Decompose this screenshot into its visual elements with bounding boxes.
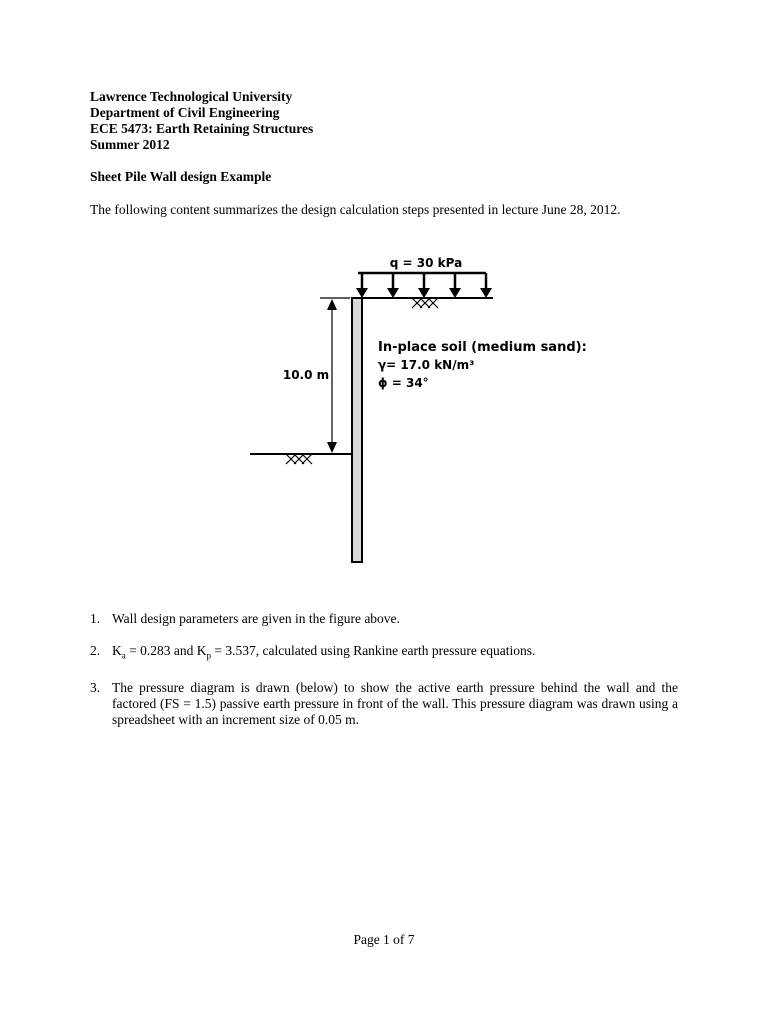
department-name: Department of Civil Engineering — [90, 105, 280, 120]
ka-symbol: K — [112, 643, 122, 658]
step-2 — [90, 643, 678, 664]
term: Summer 2012 — [90, 137, 170, 152]
page-number: Page 1 of 7 — [353, 932, 415, 947]
university-name: Lawrence Technological University — [90, 89, 293, 104]
surcharge-label: q = 30 kPa — [389, 256, 463, 270]
ground-hatch-back — [412, 298, 438, 308]
course-name: ECE 5473: Earth Retaining Structures — [90, 121, 314, 136]
sheet-pile — [352, 298, 362, 562]
kp-subscript: p — [206, 650, 211, 661]
step-text: The pressure diagram is drawn (below) to show the active earth pressure behind the wall and the factored (FS = 1.5) passive earth pressure in front of the wall. This pressure diagram was drawn using a spreadsheet with an increment size of 0.05 m. — [112, 679, 678, 727]
wall-diagram — [240, 250, 587, 570]
ka-value-text: = 0.283 and — [125, 643, 197, 658]
step-text: Wall design parameters are given in the figure above. — [112, 611, 400, 626]
ka-subscript: a — [121, 650, 126, 661]
height-label: 10.0 m — [282, 368, 330, 382]
design-steps — [90, 611, 678, 744]
intro-paragraph: The following content summarizes the design calculation steps presented in lecture June 28, 2012. — [90, 202, 621, 217]
step-number: 2. — [90, 643, 101, 658]
step-number: 3. — [90, 679, 101, 695]
unit-weight: γ= 17.0 kN/m³ — [378, 358, 475, 372]
document-header — [90, 89, 313, 153]
step-number: 1. — [90, 611, 101, 626]
step-3 — [90, 680, 678, 728]
friction-angle: ϕ = 34° — [378, 376, 429, 390]
step-1 — [90, 611, 678, 627]
surcharge-arrows — [356, 273, 492, 298]
kp-symbol: K — [196, 643, 207, 658]
sheet-pile-wall-figure — [240, 250, 587, 570]
ground-hatch-front — [286, 454, 312, 464]
document-title: Sheet Pile Wall design Example — [90, 169, 272, 184]
kp-value-text: = 3.537, calculated using Rankine earth pressure equations. — [210, 643, 536, 658]
soil-title: In-place soil (medium sand): — [378, 340, 587, 355]
